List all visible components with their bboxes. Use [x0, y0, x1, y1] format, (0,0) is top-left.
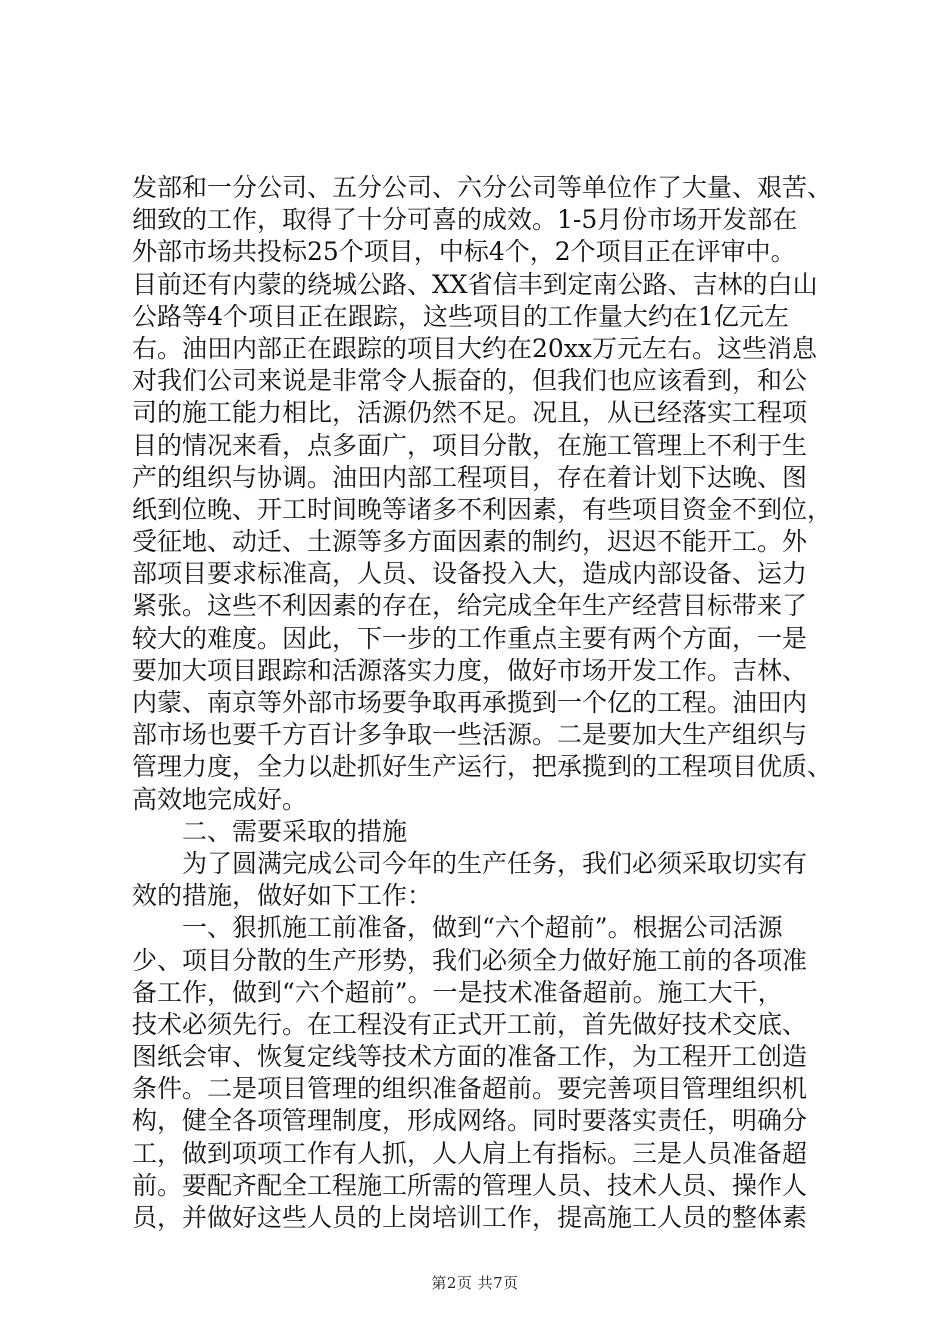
text-line: 为了圆满完成公司今年的生产任务，我们必须采取切实有	[132, 848, 808, 878]
text-line: 纸到位晚、开工时间晚等诸多不利因素，有些项目资金不到位，	[132, 494, 833, 524]
text-line: 紧张。这些不利因素的存在，给完成全年生产经营目标带来了	[132, 591, 808, 621]
text-line: 效的措施，做好如下工作：	[132, 881, 433, 911]
text-line: 工，做到项项工作有人抓，人人肩上有指标。三是人员准备超	[132, 1138, 808, 1168]
page-footer: 第2页 共7页	[431, 1274, 519, 1292]
text-line: 图纸会审、恢复定线等技术方面的准备工作，为工程开工创造	[132, 1042, 808, 1072]
text-line: 员，并做好这些人员的上岗培训工作，提高施工人员的整体素	[132, 1203, 808, 1232]
text-line: 备工作，做到“六个超前”。一是技术准备超前。施工大干，	[132, 977, 783, 1007]
text-line: 细致的工作，取得了十分可喜的成效。1-5月份市场开发部在	[132, 205, 798, 235]
section-heading: 二、需要采取的措施	[132, 816, 408, 846]
text-line: 要加大项目跟踪和活源落实力度，做好市场开发工作。吉林、	[132, 655, 808, 685]
text-line: 部项目要求标准高，人员、设备投入大，造成内部设备、运力	[132, 559, 808, 589]
text-line: 管理力度，全力以赴抓好生产运行，把承揽到的工程项目优质、	[132, 752, 833, 782]
text-line: 内蒙、南京等外部市场要争取再承揽到一个亿的工程。油田内	[132, 688, 808, 717]
text-line: 前。要配齐配全工程施工所需的管理人员、技术人员、操作人	[132, 1170, 808, 1200]
text-line: 构，健全各项管理制度，形成网络。同时要落实责任，明确分	[132, 1106, 808, 1136]
text-line: 对我们公司来说是非常令人振奋的，但我们也应该看到，和公	[132, 366, 808, 396]
text-line: 公路等4个项目正在跟踪，这些项目的工作量大约在1亿元左	[132, 301, 789, 331]
text-line: 产的组织与协调。油田内部工程项目，存在着计划下达晚、图	[132, 462, 808, 492]
text-line: 部市场也要千方百计多争取一些活源。二是要加大生产组织与	[132, 720, 808, 750]
text-line: 右。油田内部正在跟踪的项目大约在20xx万元左右。这些消息	[132, 333, 818, 363]
text-line: 受征地、动迁、土源等多方面因素的制约，迟迟不能开工。外	[132, 527, 808, 557]
text-line: 技术必须先行。在工程没有正式开工前，首先做好技术交底、	[132, 1009, 808, 1039]
text-line: 少、项目分散的生产形势，我们必须全力做好施工前的各项准	[132, 945, 808, 975]
text-line: 条件。二是项目管理的组织准备超前。要完善项目管理组织机	[132, 1074, 808, 1104]
text-line: 较大的难度。因此，下一步的工作重点主要有两个方面，一是	[132, 623, 808, 653]
text-line: 目的情况来看，点多面广，项目分散，在施工管理上不利于生	[132, 430, 808, 460]
text-line: 司的施工能力相比，活源仍然不足。况且，从已经落实工程项	[132, 398, 808, 428]
body-text	[132, 172, 833, 1234]
text-line: 一、狠抓施工前准备，做到“六个超前”。根据公司活源	[132, 913, 783, 943]
text-line: 发部和一分公司、五分公司、六分公司等单位作了大量、艰苦、	[132, 173, 833, 202]
text-line: 高效地完成好。	[132, 784, 308, 814]
text-line: 目前还有内蒙的绕城公路、XX省信丰到定南公路、吉林的白山	[132, 269, 818, 299]
text-line: 外部市场共投标25个项目，中标4个，2个项目正在评审中。	[132, 237, 796, 267]
